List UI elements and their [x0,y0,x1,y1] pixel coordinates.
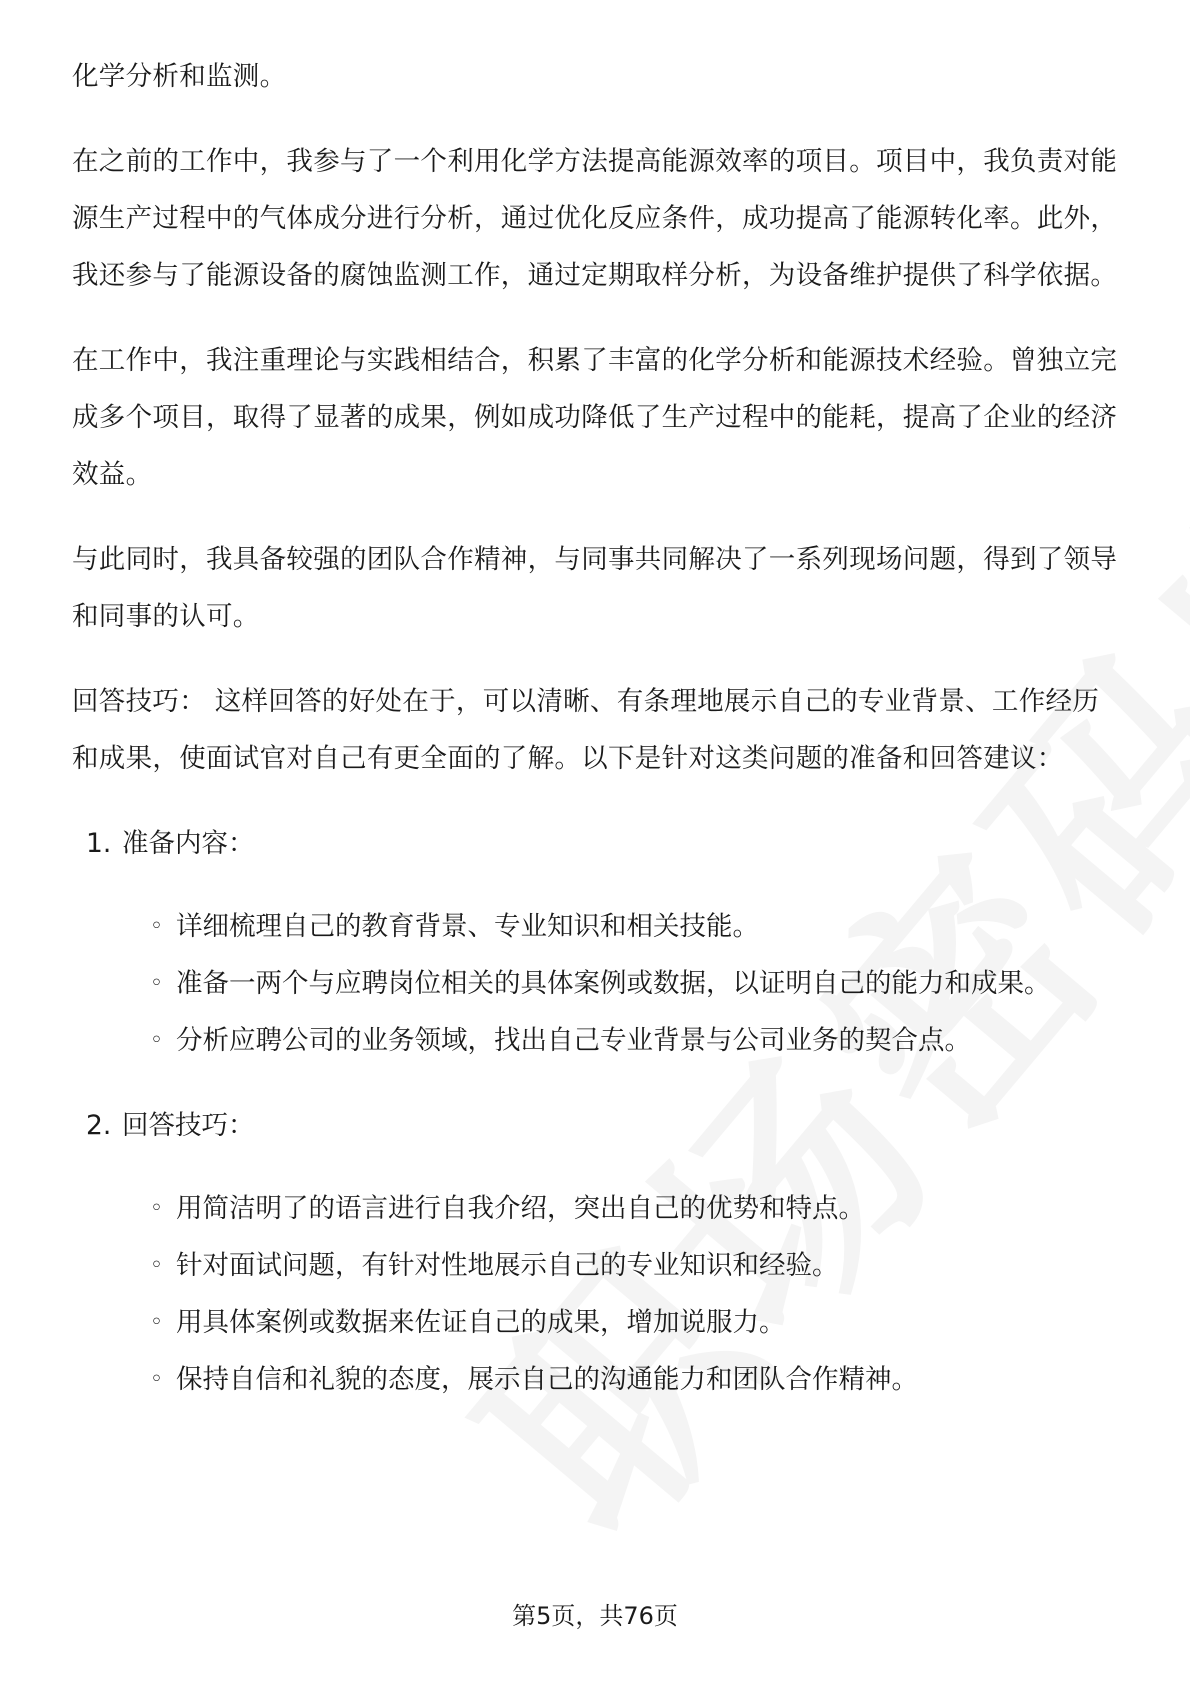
bullet-icon: ◦ [150,1310,163,1335]
list-item-text: 用简洁明了的语言进行自我介绍，突出自己的优势和特点。 [176,1193,865,1224]
paragraph-teamwork: 与此同时，我具备较强的团队合作精神，与同事共同解决了一系列现场问题，得到了领导和同事的认可。 [72,544,1118,632]
paragraph-intro-tail: 化学分析和监测。 [72,61,287,92]
bullet-list [72,1180,1118,1408]
list-item [72,1180,1118,1237]
section-heading [72,815,1118,872]
bullet-icon: ◦ [150,914,163,939]
list-item-text: 详细梳理自己的教育背景、专业知识和相关技能。 [176,911,759,942]
bullet-list [72,898,1118,1069]
list-item-text: 准备一两个与应聘岗位相关的具体案例或数据，以证明自己的能力和成果。 [176,968,1051,999]
list-item [72,955,1118,1012]
list-item-text: 保持自信和礼貌的态度，展示自己的沟通能力和团队合作精神。 [176,1364,918,1395]
paragraph-theory-practice: 在工作中，我注重理论与实践相结合，积累了丰富的化学分析和能源技术经验。曾独立完成多个项目，取得了显著的成果，例如成功降低了生产过程中的能耗，提高了企业的经济效益。 [72,345,1118,490]
list-item [72,1237,1118,1294]
list-item-text: 用具体案例或数据来佐证自己的成果，增加说服力。 [176,1307,786,1338]
bullet-icon: ◦ [150,1253,163,1278]
page-number-footer: 第5页，共76页 [512,1602,678,1630]
section-heading [72,1097,1118,1154]
page-content [72,48,1118,1436]
paragraph-answer-tips: 回答技巧： 这样回答的好处在于，可以清晰、有条理地展示自己的专业背景、工作经历和成果，使面试官对自己有更全面的了解。以下是针对这类问题的准备和回答建议： [72,686,1100,774]
list-item-text: 分析应聘公司的业务领域，找出自己专业背景与公司业务的契合点。 [176,1025,971,1056]
bullet-icon: ◦ [150,971,163,996]
bullet-icon: ◦ [150,1196,163,1221]
section-title: 准备内容： [122,828,255,859]
paragraph-project-experience: 在之前的工作中，我参与了一个利用化学方法提高能源效率的项目。项目中，我负责对能源生产过程中的气体成分进行分析，通过优化反应条件，成功提高了能源转化率。此外，我还参与了能源设备的腐蚀监测工作，通过定期取样分析，为设备维护提供了科学依据。 [72,146,1118,291]
section-title: 回答技巧： [122,1110,255,1141]
list-item [72,1012,1118,1069]
section-preparation [72,815,1118,1069]
bullet-icon: ◦ [150,1028,163,1053]
list-item [72,1294,1118,1351]
list-item-text: 针对面试问题，有针对性地展示自己的专业知识和经验。 [176,1250,839,1281]
section-number: 1. [86,828,112,859]
section-number: 2. [86,1110,112,1141]
section-answer-skills [72,1097,1118,1408]
list-item [72,1351,1118,1408]
list-item [72,898,1118,955]
bullet-icon: ◦ [150,1367,163,1392]
